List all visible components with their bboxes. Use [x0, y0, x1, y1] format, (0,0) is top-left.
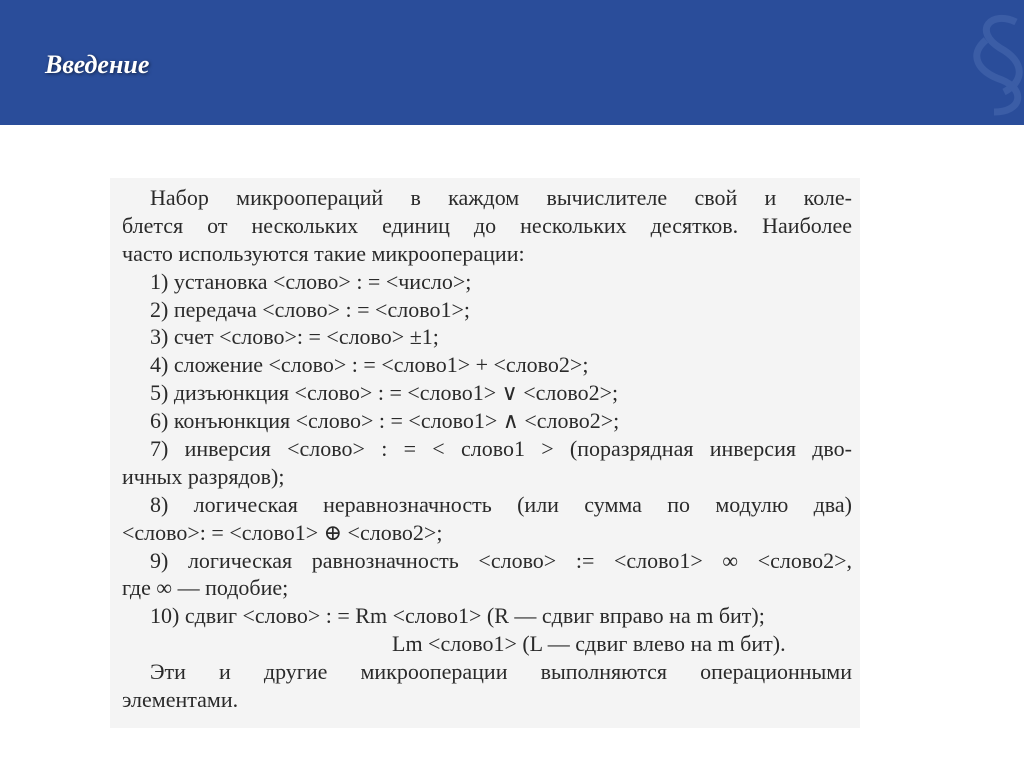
text-line: блется от нескольких единиц до нескольких десятков. Наиболее: [122, 212, 852, 238]
text-line: где ∞ — подобие;: [122, 575, 289, 601]
text-line: элементами.: [122, 687, 239, 713]
section-sign-icon: [964, 0, 1024, 125]
list-item: 9) логическая равнозначность <слово> := <слово1> ∞ <слово2>,: [150, 547, 852, 573]
list-item: 10) сдвиг <слово> : = Rm <слово1> (R — сдвиг вправо на m бит);: [150, 603, 765, 629]
list-item: 3) счет <слово>: = <слово> ±1;: [150, 324, 439, 350]
text-line: ичных разрядов);: [122, 463, 285, 489]
list-item: 7) инверсия <слово> : = < слово1 > (поразрядная инверсия дво-: [150, 436, 852, 462]
list-item: 8) логическая неравнозначность (или сумма по модулю два): [150, 491, 852, 517]
list-item: 4) сложение <слово> : = <слово1> + <слово2>;: [150, 352, 589, 378]
slide-title: Введение: [45, 50, 150, 79]
document-body: [122, 184, 852, 714]
text-line: Набор микроопераций в каждом вычислителе свой и коле-: [150, 185, 852, 210]
text-line: Эти и другие микрооперации выполняются операционными: [150, 659, 852, 685]
slide-header: [0, 0, 1024, 125]
text-line: Lm <слово1> (L — сдвиг влево на m бит).: [392, 631, 786, 657]
list-item: 6) конъюнкция <слово> : = <слово1> ∧ <слово2>;: [150, 408, 620, 434]
list-item: 1) установка <слово> : = <число>;: [150, 268, 472, 294]
text-line: часто используются такие микрооперации:: [122, 240, 525, 266]
text-line: <слово>: = <слово1> ⊕ <слово2>;: [122, 519, 443, 545]
list-item: 2) передача <слово> : = <слово1>;: [150, 296, 470, 322]
list-item: 5) дизъюнкция <слово> : = <слово1> ∨ <слово2>;: [150, 380, 619, 406]
